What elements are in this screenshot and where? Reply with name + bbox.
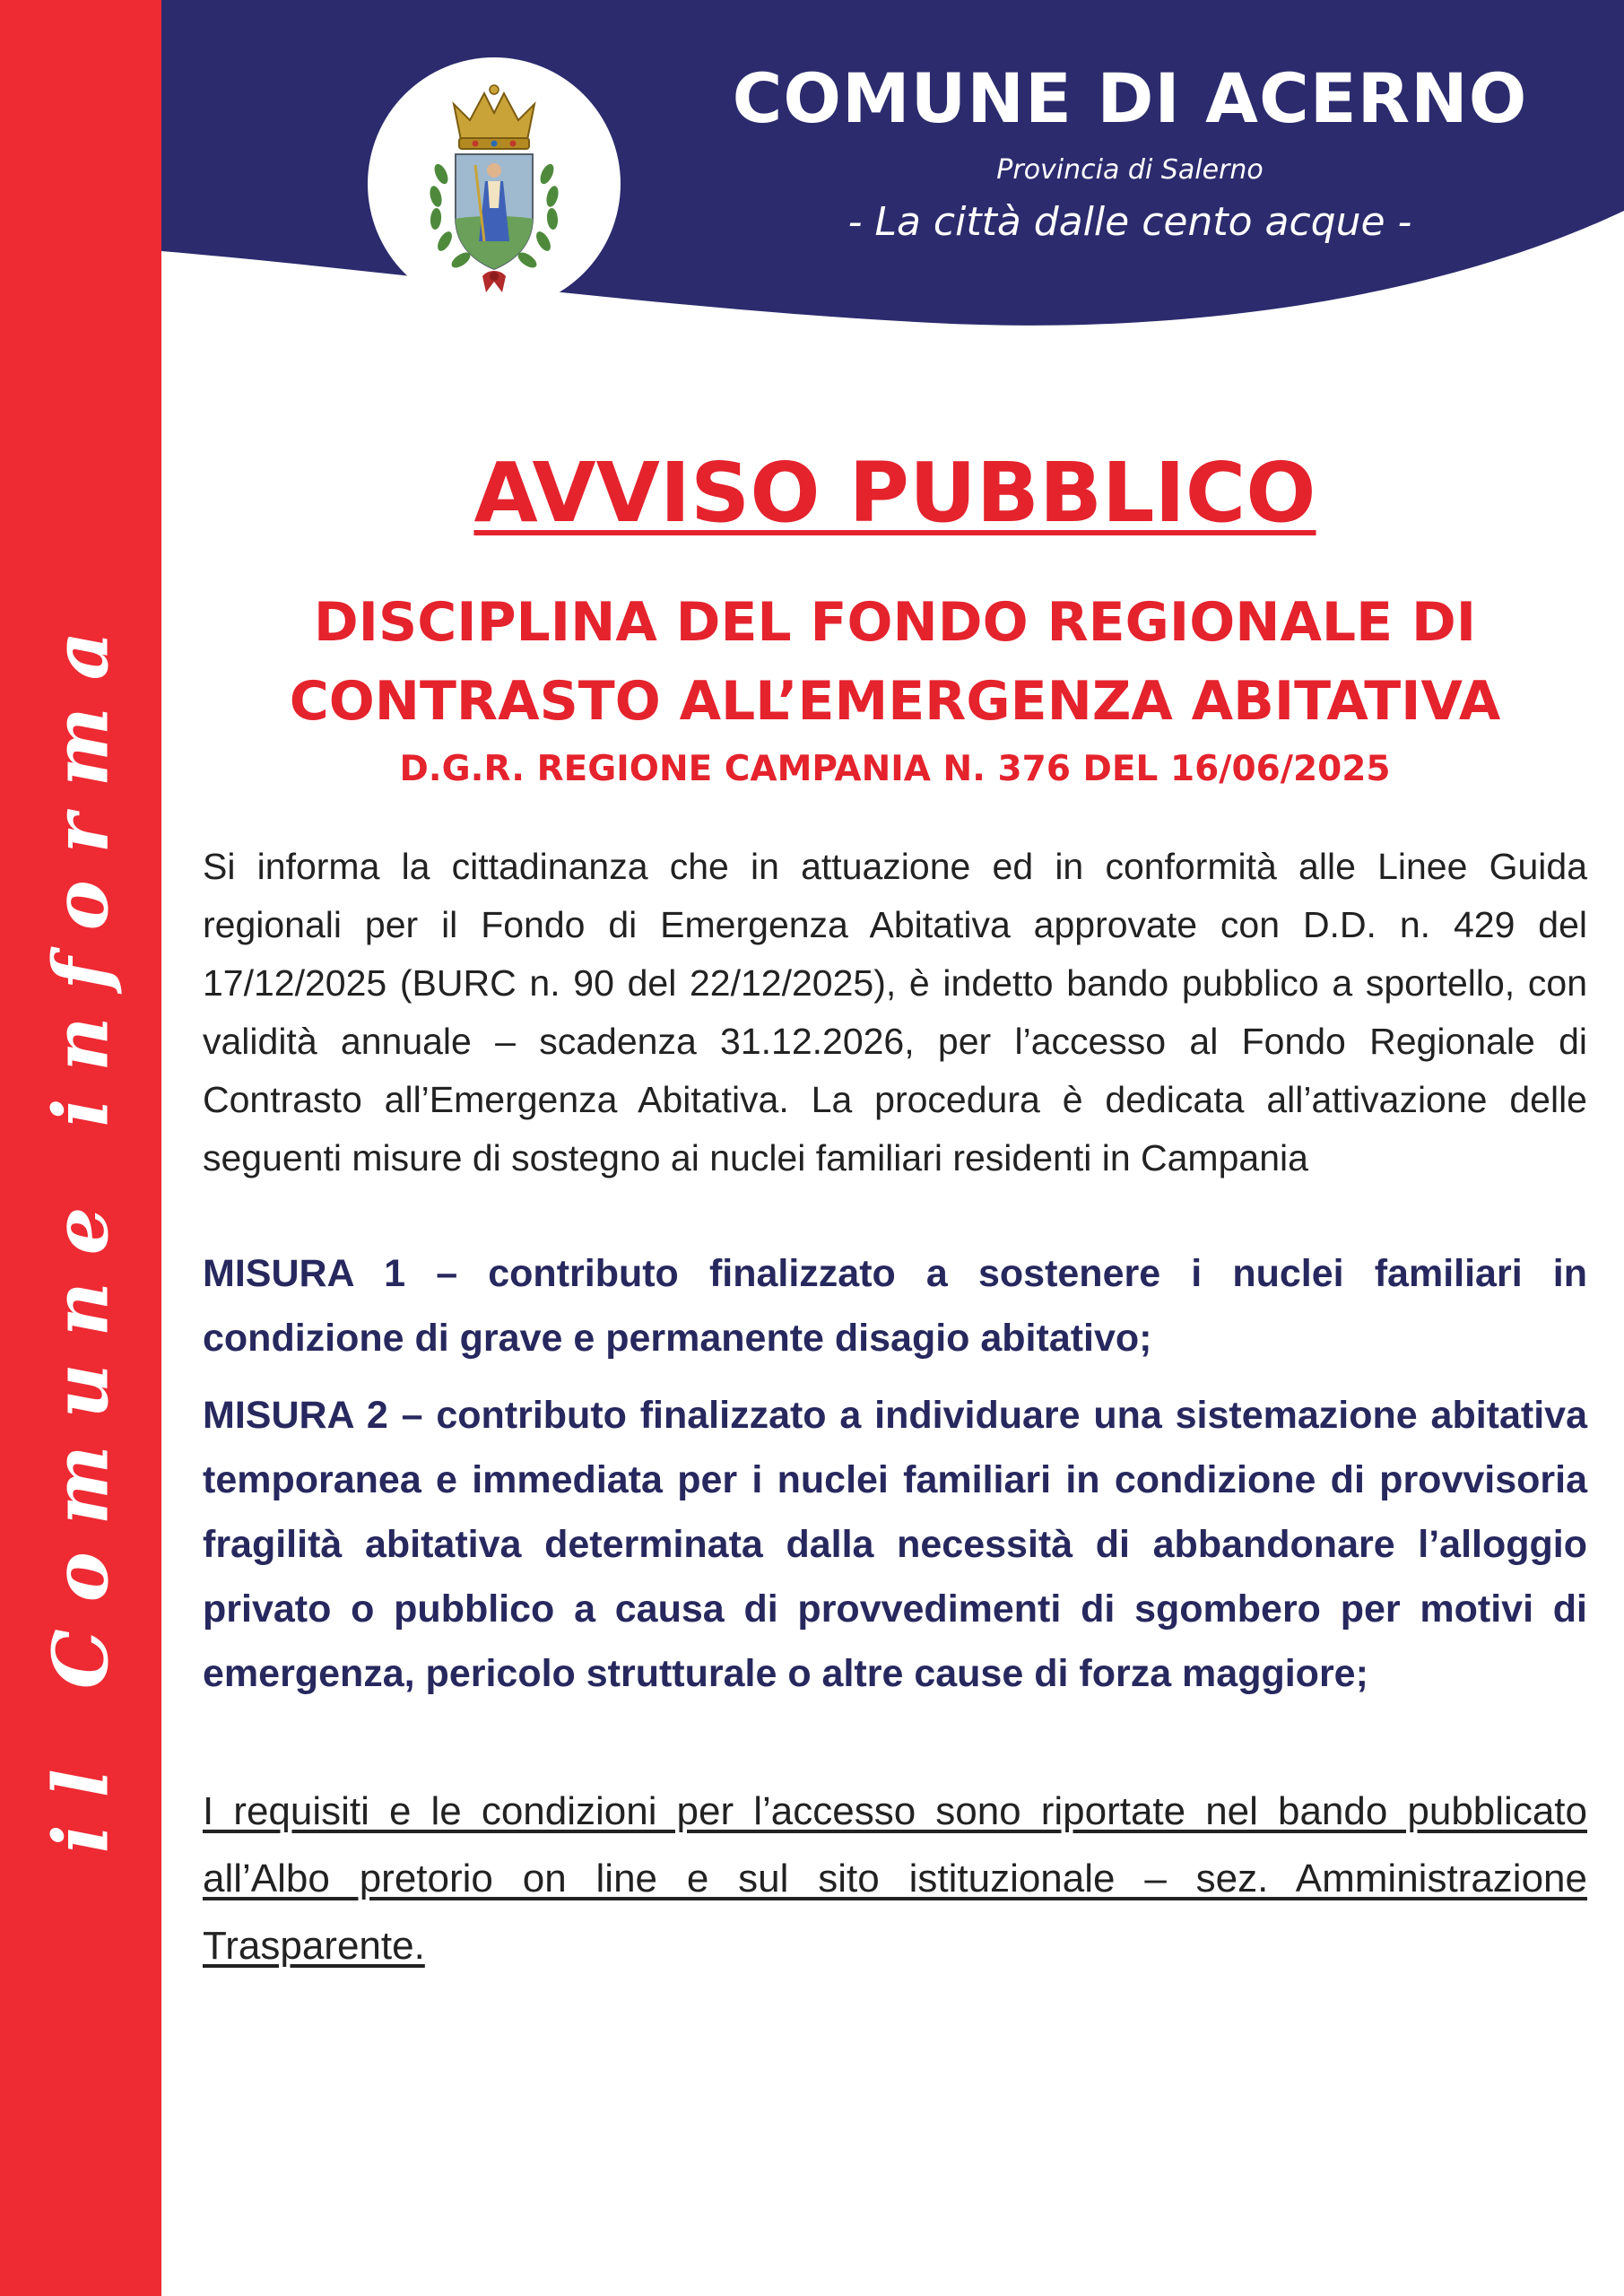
notice-subtitle — [203, 583, 1587, 741]
municipality-name: COMUNE DI ACERNO — [732, 58, 1528, 138]
sidebar-band — [0, 0, 161, 2296]
measure-2: MISURA 2 – contributo finalizzato a individuare una sistemazione abitativa temporanea e immediata per i nuclei familiari in condizione di provvisoria fragilità abitativa determinata dalla necessità di abbandonare l’alloggio privato o pubblico a causa di provvedimenti di sgombero per motivi di emergenza, pericolo strutturale o altre cause di forza maggiore; — [203, 1394, 1587, 1695]
intro-paragraph: Si informa la cittadinanza che in attuazione ed in conformità alle Linee Guida regionali per il Fondo di Emergenza Abitativa approvate con D.D. n. 429 del 17/12/2025 (BURC n. 90 del 22/12/2025), è indetto bando pubblico a sportello, con validità annuale – scadenza 31.12.2026, per l’accesso al Fondo Regionale di Contrasto all’Emergenza Abitativa. La procedura è dedicata all’attivazione delle seguenti misure di sostegno ai nuclei familiari residenti in Campania — [203, 846, 1587, 1178]
decree-reference: D.G.R. REGIONE CAMPANIA N. 376 DEL 16/06/2025 — [399, 749, 1391, 789]
header-banner — [161, 0, 1624, 332]
notice-body — [203, 439, 1587, 1979]
measures-list — [203, 1241, 1587, 1706]
province-label: Provincia di Salerno — [996, 154, 1264, 186]
measure-1: MISURA 1 – contributo finalizzato a sostenere i nuclei familiari in condizione di grave e permanente disagio abitativo; — [203, 1252, 1587, 1360]
header-titles — [682, 54, 1578, 248]
sidebar-label: il Comune informa — [36, 604, 126, 1854]
requirements-note: I requisiti e le condizioni per l’accesso sono riportate nel bando pubblicato all’Albo pretorio on line e sul sito istituzionale – sez. Amministrazione Trasparente. — [203, 1789, 1587, 1968]
subtitle-line-1: DISCIPLINA DEL FONDO REGIONALE DI — [313, 591, 1477, 654]
motto: - La città dalle cento acque - — [847, 199, 1412, 245]
coat-of-arms-icon — [368, 57, 621, 310]
subtitle-line-2: CONTRASTO ALL’EMERGENZA ABITATIVA — [289, 670, 1501, 733]
notice-title: AVVISO PUBBLICO — [473, 445, 1316, 541]
crown-icon — [454, 85, 534, 149]
